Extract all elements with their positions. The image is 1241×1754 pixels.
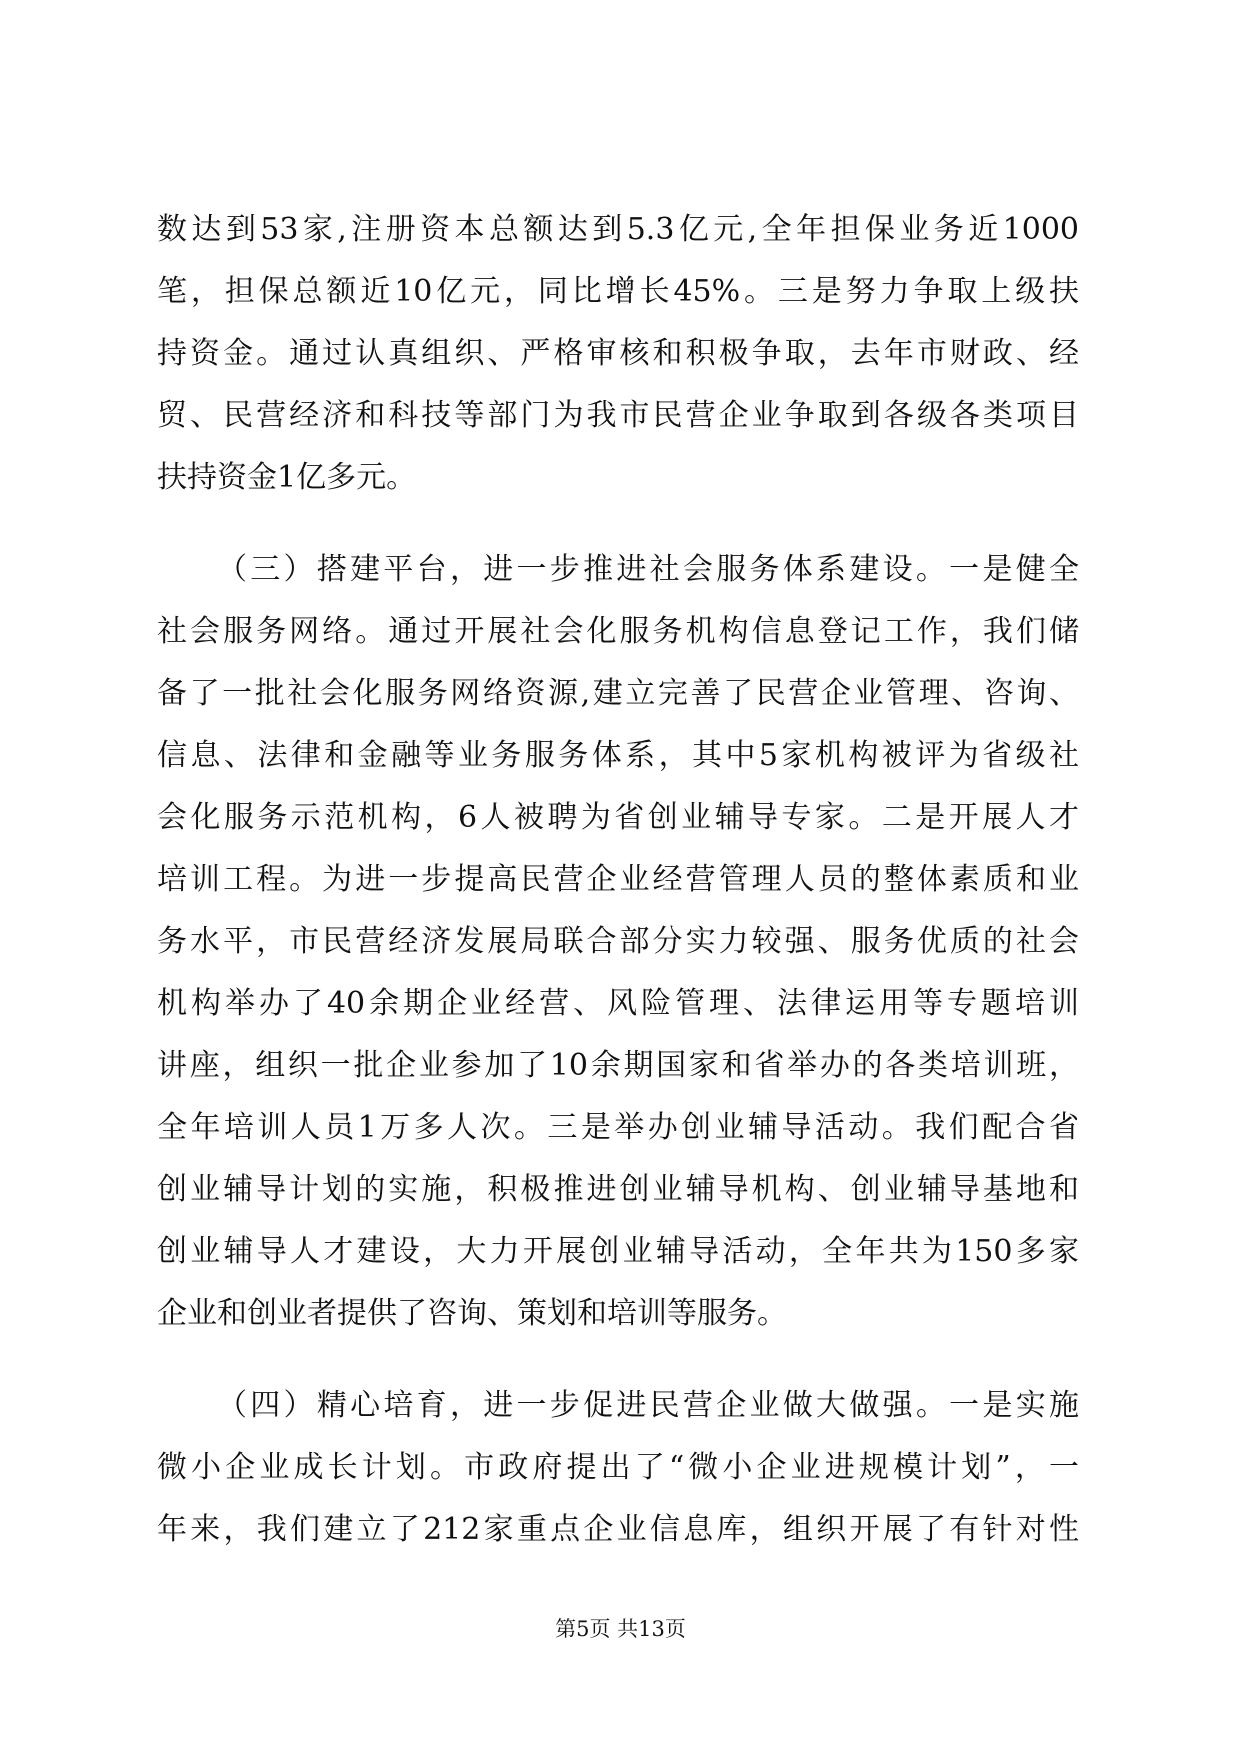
text-line: 信息、法律和金融等业务服务体系，其中5家机构被评为省级社 [157, 738, 1079, 773]
text-line: 讲座，组织一批企业参加了10余期国家和省举办的各类培训班， [157, 1048, 1079, 1083]
text-line: 创业辅导人才建设，大力开展创业辅导活动，全年共为150多家 [157, 1234, 1079, 1269]
text-line: 微小企业成长计划。市政府提出了“微小企业进规模计划”，一 [157, 1450, 1079, 1485]
text-line: 务水平，市民营经济发展局联合部分实力较强、服务优质的社会 [157, 924, 1079, 959]
text-line: 笔，担保总额近10亿元，同比增长45%。三是努力争取上级扶 [157, 274, 1079, 309]
text-line: 数达到53家,注册资本总额达到5.3亿元,全年担保业务近1000 [157, 212, 1079, 247]
text-line: 备了一批社会化服务网络资源,建立完善了民营企业管理、咨询、 [157, 676, 1079, 711]
text-line: 年来，我们建立了212家重点企业信息库，组织开展了有针对性 [157, 1512, 1079, 1547]
text-line: 扶持资金1亿多元。 [157, 460, 417, 495]
text-line: 会化服务示范机构，6人被聘为省创业辅导专家。二是开展人才 [157, 800, 1079, 835]
paragraph-heading-4: （四）精心培育，进一步促进民营企业做大做强。一是实施 [217, 1388, 1079, 1423]
text-line: 培训工程。为进一步提高民营企业经营管理人员的整体素质和业 [157, 862, 1079, 897]
page-number-footer: 第5页 共13页 [555, 1617, 686, 1641]
text-line: 贸、民营经济和科技等部门为我市民营企业争取到各级各类项目 [157, 398, 1079, 433]
text-line: 全年培训人员1万多人次。三是举办创业辅导活动。我们配合省 [157, 1110, 1079, 1145]
text-line: 企业和创业者提供了咨询、策划和培训等服务。 [157, 1296, 787, 1331]
paragraph-heading-3: （三）搭建平台，进一步推进社会服务体系建设。一是健全 [217, 552, 1079, 587]
text-line: 创业辅导计划的实施，积极推进创业辅导机构、创业辅导基地和 [157, 1172, 1079, 1207]
text-line: 社会服务网络。通过开展社会化服务机构信息登记工作，我们储 [157, 614, 1079, 649]
text-line: 持资金。通过认真组织、严格审核和积极争取，去年市财政、经 [157, 336, 1079, 371]
text-line: 机构举办了40余期企业经营、风险管理、法律运用等专题培训 [157, 986, 1079, 1021]
